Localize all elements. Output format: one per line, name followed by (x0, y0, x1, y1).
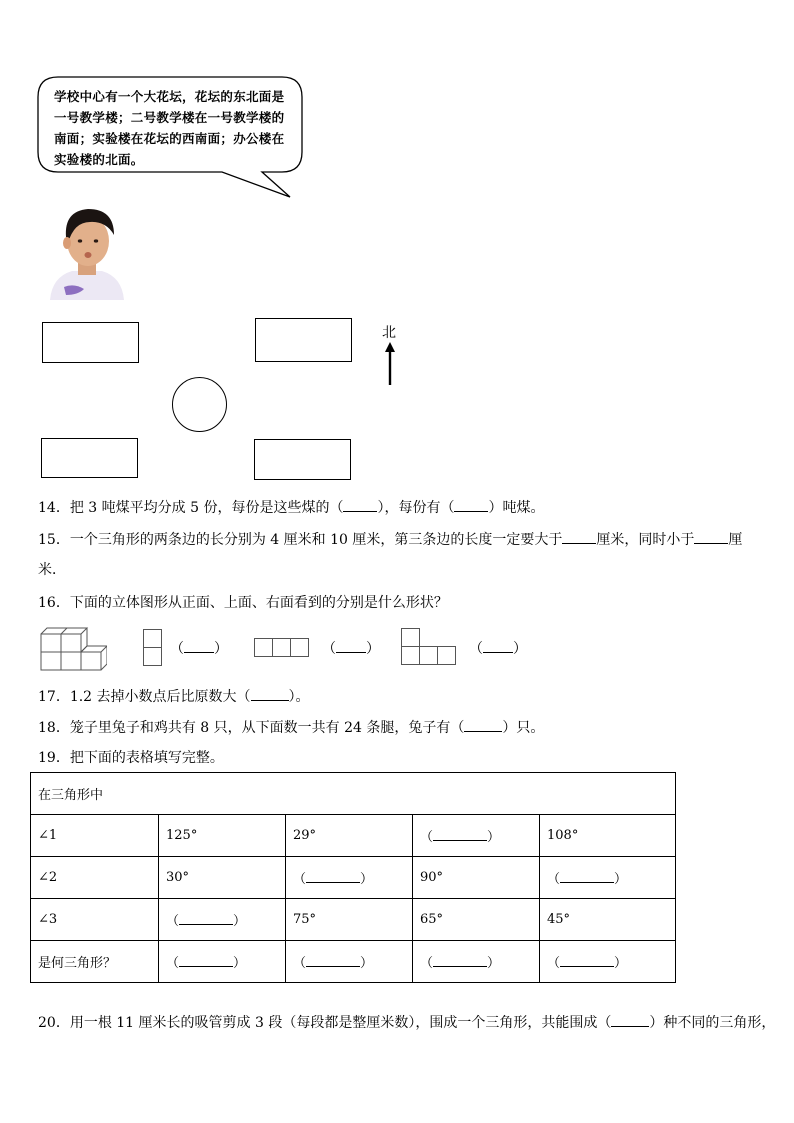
solid-figure (39, 626, 107, 672)
question-text: ）种不同的三角形， (649, 1015, 776, 1031)
question-text: 一个三角形的两条边的长分别为 4 厘米和 10 厘米，第三条边的长度一定要大于 (69, 532, 563, 548)
question-number: 14． (38, 500, 70, 516)
answer-blank[interactable] (560, 869, 614, 883)
question-text: 下面的立体图形从正面、上面、右面看到的分别是什么形状？ (69, 595, 448, 611)
question-17 (38, 686, 310, 707)
north-arrow-icon (382, 340, 398, 386)
question-20 (38, 1012, 775, 1033)
table-cell: 29° (286, 815, 413, 857)
answer-blank[interactable] (464, 717, 502, 732)
question-text: 笼子里兔子和鸡共有 8 只，从下面数一共有 24 条腿，兔子有（ (69, 720, 465, 736)
answer-blank[interactable] (611, 1012, 649, 1027)
map-box-top-left (42, 322, 139, 363)
table-row (31, 815, 676, 857)
row-label: ∠1 (31, 815, 159, 857)
answer-paren-a: （ ） (170, 638, 228, 659)
answer-blank[interactable] (306, 869, 360, 883)
question-text: 厘米，同时小于 (596, 532, 695, 548)
answer-blank[interactable] (179, 953, 233, 967)
table-header-row (31, 773, 676, 815)
table-cell: 108° (540, 815, 676, 857)
table-cell: （ ） (159, 899, 286, 941)
question-number: 15． (38, 532, 70, 548)
table-cell: 30° (159, 857, 286, 899)
answer-blank[interactable] (560, 953, 614, 967)
table-cell: 65° (413, 899, 540, 941)
answer-blank[interactable] (454, 497, 488, 512)
table-cell: （ ） (540, 941, 676, 983)
row-label: 是何三角形？ (31, 941, 159, 983)
answer-blank[interactable] (343, 497, 377, 512)
table-cell: （ ） (413, 815, 540, 857)
answer-blank[interactable] (433, 827, 487, 841)
speech-bubble-text: 学校中心有一个大花坛，花坛的东北面是一号教学楼；二号教学楼在一号教学楼的南面；实验楼在花坛的西南面；办公楼在实验楼的北面。 (54, 89, 285, 167)
answer-blank[interactable] (306, 953, 360, 967)
question-text: 厘 (728, 532, 743, 548)
boy-illustration (44, 205, 128, 300)
answer-blank[interactable] (336, 638, 366, 653)
table-cell: 45° (540, 899, 676, 941)
question-text: 用一根 11 厘米长的吸管剪成 3 段（每段都是整厘米数），围成一个三角形，共能围成（ (69, 1015, 612, 1031)
question-19 (38, 748, 224, 768)
question-16 (38, 593, 448, 613)
question-text: ），每份有（ (377, 500, 455, 516)
view-square (254, 638, 273, 657)
question-text: 把下面的表格填写完整。 (69, 750, 224, 766)
table-cell: 125° (159, 815, 286, 857)
question-number: 18． (38, 720, 70, 736)
question-text: 把 3 吨煤平均分成 5 份，每份是这些煤的（ (69, 500, 344, 516)
answer-blank[interactable] (184, 638, 214, 653)
question-number: 19． (38, 750, 70, 766)
question-text: ）吨煤。 (488, 500, 545, 516)
question-15-continued (38, 560, 66, 580)
question-text: 米． (38, 562, 66, 578)
answer-blank[interactable] (251, 686, 289, 701)
question-14 (38, 497, 544, 518)
row-label: ∠3 (31, 899, 159, 941)
view-square (401, 628, 420, 647)
question-number: 17． (38, 689, 70, 705)
flower-bed-circle (172, 377, 227, 432)
question-18 (38, 717, 544, 738)
table-cell: （ ） (540, 857, 676, 899)
table-row (31, 857, 676, 899)
table-cell: （ ） (286, 857, 413, 899)
table-cell: （ ） (159, 941, 286, 983)
answer-blank[interactable] (562, 529, 596, 544)
answer-blank[interactable] (179, 911, 233, 925)
table-cell: 90° (413, 857, 540, 899)
answer-blank[interactable] (483, 638, 513, 653)
view-square (143, 647, 162, 666)
row-label: ∠2 (31, 857, 159, 899)
question-number: 16． (38, 595, 70, 611)
answer-blank[interactable] (433, 953, 487, 967)
view-square (437, 646, 456, 665)
north-label: 北 (382, 325, 396, 341)
table-cell: （ ） (286, 941, 413, 983)
question-15 (38, 529, 742, 550)
map-box-bottom-left (41, 438, 138, 478)
view-square (272, 638, 291, 657)
question-text: ）只。 (502, 720, 545, 736)
table-cell: 75° (286, 899, 413, 941)
map-box-bottom-right (254, 439, 351, 480)
map-box-top-right (255, 318, 352, 362)
view-square (143, 629, 162, 648)
table-row (31, 899, 676, 941)
table-cell: （ ） (413, 941, 540, 983)
table-header: 在三角形中 (31, 773, 676, 815)
answer-paren-b: （ ） (322, 638, 380, 659)
triangle-table (30, 772, 676, 983)
view-square (419, 646, 438, 665)
view-square (401, 646, 420, 665)
question-text: 1.2 去掉小数点后比原数大（ (69, 689, 251, 705)
view-square (290, 638, 309, 657)
question-number: 20． (38, 1015, 70, 1031)
answer-paren-c: （ ） (469, 638, 527, 659)
answer-blank[interactable] (694, 529, 728, 544)
table-row (31, 941, 676, 983)
question-text: ）。 (288, 689, 310, 705)
